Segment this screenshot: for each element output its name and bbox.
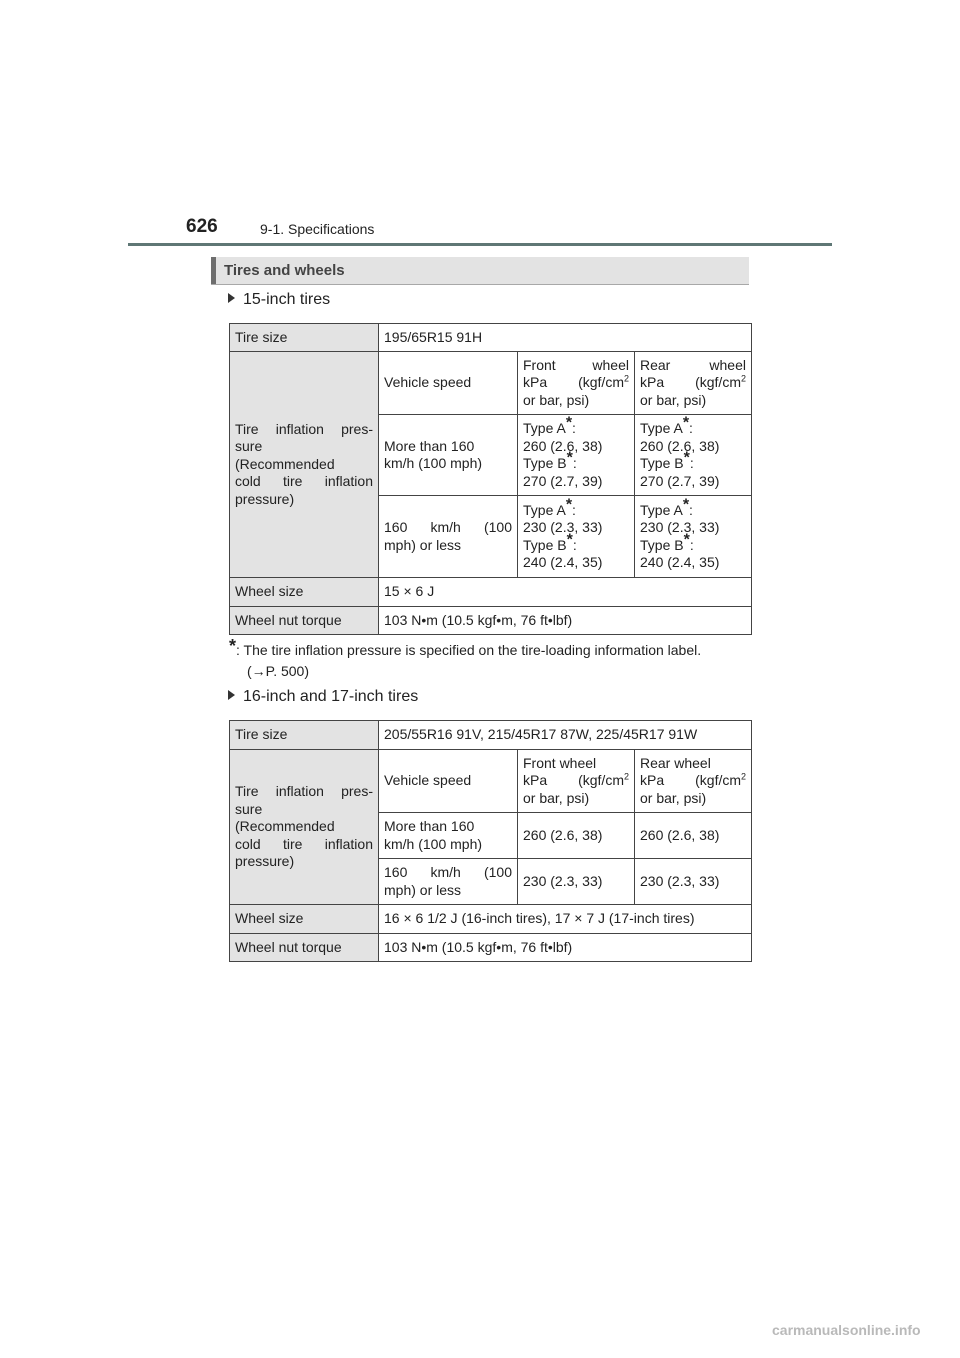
table-row-nut-torque bbox=[230, 934, 752, 962]
nut-torque-value: 103 N•m (10.5 kgf•m, 76 ft•lbf) bbox=[379, 607, 752, 635]
table-row-nut-torque bbox=[230, 607, 752, 635]
speed-low: 160 km/h (100 mph) or less bbox=[379, 496, 518, 578]
speed-high: More than 160 km/h (100 mph) bbox=[379, 415, 518, 496]
vehicle-speed-header: Vehicle speed bbox=[379, 750, 518, 813]
table-15-inch bbox=[229, 323, 752, 635]
section-label: 9-1. Specifications bbox=[260, 221, 375, 237]
rear-wheel-header: Rear wheel kPa ($kgf/cm^2$ or bar, psi) bbox=[635, 352, 752, 415]
front-wheel-header: Front wheel kPa ($kgf/cm^2$ or bar, psi) bbox=[518, 750, 635, 813]
speed-high: More than 160 km/h (100 mph) bbox=[379, 813, 518, 859]
rear-low-values: Type A*: 230 (2.3, 33) Type B*: 240 (2.4, 35) bbox=[635, 496, 752, 578]
front-low-values: Type A*: 230 (2.3, 33) Type B*: 240 (2.4, 35) bbox=[518, 496, 635, 578]
table-row-tire-size bbox=[230, 324, 752, 352]
tire-size-value: 195/65R15 91H bbox=[379, 324, 752, 352]
page-number: 626 bbox=[186, 216, 218, 237]
wheel-size-label: Wheel size bbox=[230, 578, 379, 607]
footnote bbox=[229, 636, 749, 682]
heading-15-inch-text: 15-inch tires bbox=[243, 291, 331, 308]
front-high-values: Type A*: 260 (2.6, 38) Type B*: 270 (2.7, 39) bbox=[518, 415, 635, 496]
nut-torque-value: 103 N•m (10.5 kgf•m, 76 ft•lbf) bbox=[379, 934, 752, 962]
table-row-header bbox=[230, 352, 752, 415]
triangle-bullet-icon bbox=[228, 293, 235, 303]
footnote-asterisk: * bbox=[229, 636, 237, 656]
tire-size-label: Tire size bbox=[230, 324, 379, 352]
heading-15-inch bbox=[228, 291, 330, 309]
table-row-tire-size bbox=[230, 721, 752, 750]
inflation-label: Tire inflation pres- sure (Recommended cold tire inflation pressure) bbox=[230, 750, 379, 905]
rear-low-value: 230 (2.3, 33) bbox=[635, 859, 752, 905]
watermark: carmanualsonline.info bbox=[772, 1322, 921, 1338]
front-wheel-header: Front wheel kPa ($kgf/cm^2$ or bar, psi) bbox=[518, 352, 635, 415]
table-row-wheel-size bbox=[230, 905, 752, 934]
table-row-wheel-size bbox=[230, 578, 752, 607]
table-row-header bbox=[230, 750, 752, 813]
section-title-bar bbox=[211, 257, 749, 285]
wheel-size-label: Wheel size bbox=[230, 905, 379, 934]
footnote-text: : The tire inflation pressure is specified on the tire-loading information label. bbox=[236, 642, 702, 658]
speed-low: 160 km/h (100 mph) or less bbox=[379, 859, 518, 905]
section-title: Tires and wheels bbox=[224, 262, 345, 279]
section-title-accent bbox=[211, 257, 216, 284]
header-rule bbox=[128, 243, 832, 246]
front-high-value: 260 (2.6, 38) bbox=[518, 813, 635, 859]
vehicle-speed-header: Vehicle speed bbox=[379, 352, 518, 415]
inflation-label: Tire inflation pres- sure (Recommended cold tire inflation pressure) bbox=[230, 352, 379, 578]
tire-size-label: Tire size bbox=[230, 721, 379, 750]
rear-high-value: 260 (2.6, 38) bbox=[635, 813, 752, 859]
heading-16-17-inch bbox=[228, 688, 418, 706]
rear-high-values: Type A*: 260 (2.6, 38) Type B*: 270 (2.7, 39) bbox=[635, 415, 752, 496]
wheel-size-value: 16 × 6 1/2 J (16-inch tires), 17 × 7 J (17-inch tires) bbox=[379, 905, 752, 934]
front-low-value: 230 (2.3, 33) bbox=[518, 859, 635, 905]
wheel-size-value: 15 × 6 J bbox=[379, 578, 752, 607]
nut-torque-label: Wheel nut torque bbox=[230, 607, 379, 635]
triangle-bullet-icon bbox=[228, 690, 235, 700]
rear-wheel-header: Rear wheel kPa ($kgf/cm^2$ or bar, psi) bbox=[635, 750, 752, 813]
table-16-17-inch bbox=[229, 720, 752, 962]
nut-torque-label: Wheel nut torque bbox=[230, 934, 379, 962]
page-reference-link[interactable]: (→P. 500) bbox=[247, 663, 309, 679]
tire-size-value: 205/55R16 91V, 215/45R17 87W, 225/45R17 91W bbox=[379, 721, 752, 750]
heading-16-17-inch-text: 16-inch and 17-inch tires bbox=[243, 688, 419, 705]
